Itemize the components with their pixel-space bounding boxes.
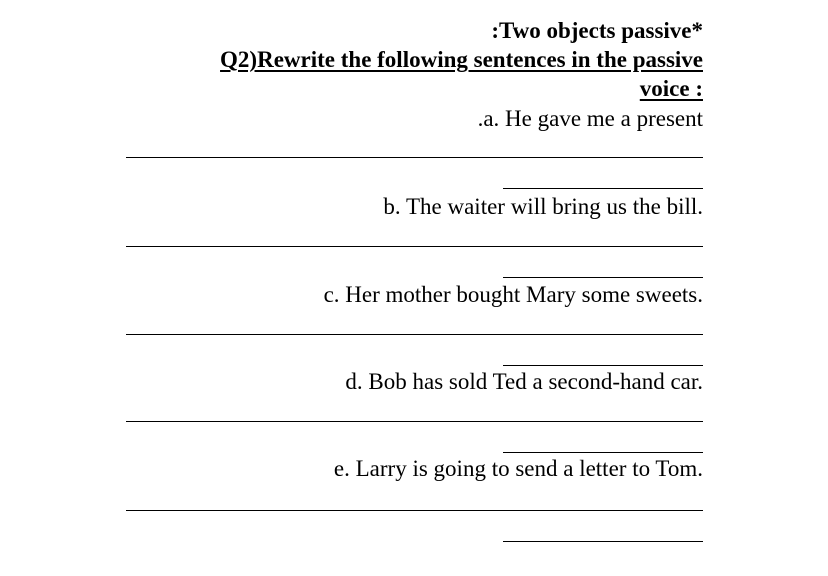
question-title-line1: Q2)Rewrite the following sentences in the passive — [220, 47, 703, 72]
answer-line-b-1 — [126, 246, 703, 247]
answer-line-b-2 — [503, 277, 703, 278]
answer-line-e-2 — [503, 541, 703, 542]
sentence-e: e. Larry is going to send a letter to Tom. — [333, 456, 703, 481]
answer-line-d-1 — [126, 421, 703, 422]
sentence-d: d. Bob has sold Ted a second-hand car. — [345, 369, 703, 394]
sentence-c: c. Her mother bought Mary some sweets. — [323, 282, 703, 307]
answer-line-a-1 — [126, 157, 703, 158]
answer-line-c-2 — [503, 365, 703, 366]
question-title-line2: voice : — [639, 76, 703, 101]
answer-line-c-1 — [126, 334, 703, 335]
worksheet-heading: :Two objects passive* — [491, 18, 703, 43]
sentence-a: .a. He gave me a present — [477, 106, 703, 131]
answer-line-a-2 — [503, 188, 703, 189]
answer-line-e-1 — [126, 510, 703, 511]
answer-line-d-2 — [503, 452, 703, 453]
sentence-b: b. The waiter will bring us the bill. — [383, 194, 703, 219]
